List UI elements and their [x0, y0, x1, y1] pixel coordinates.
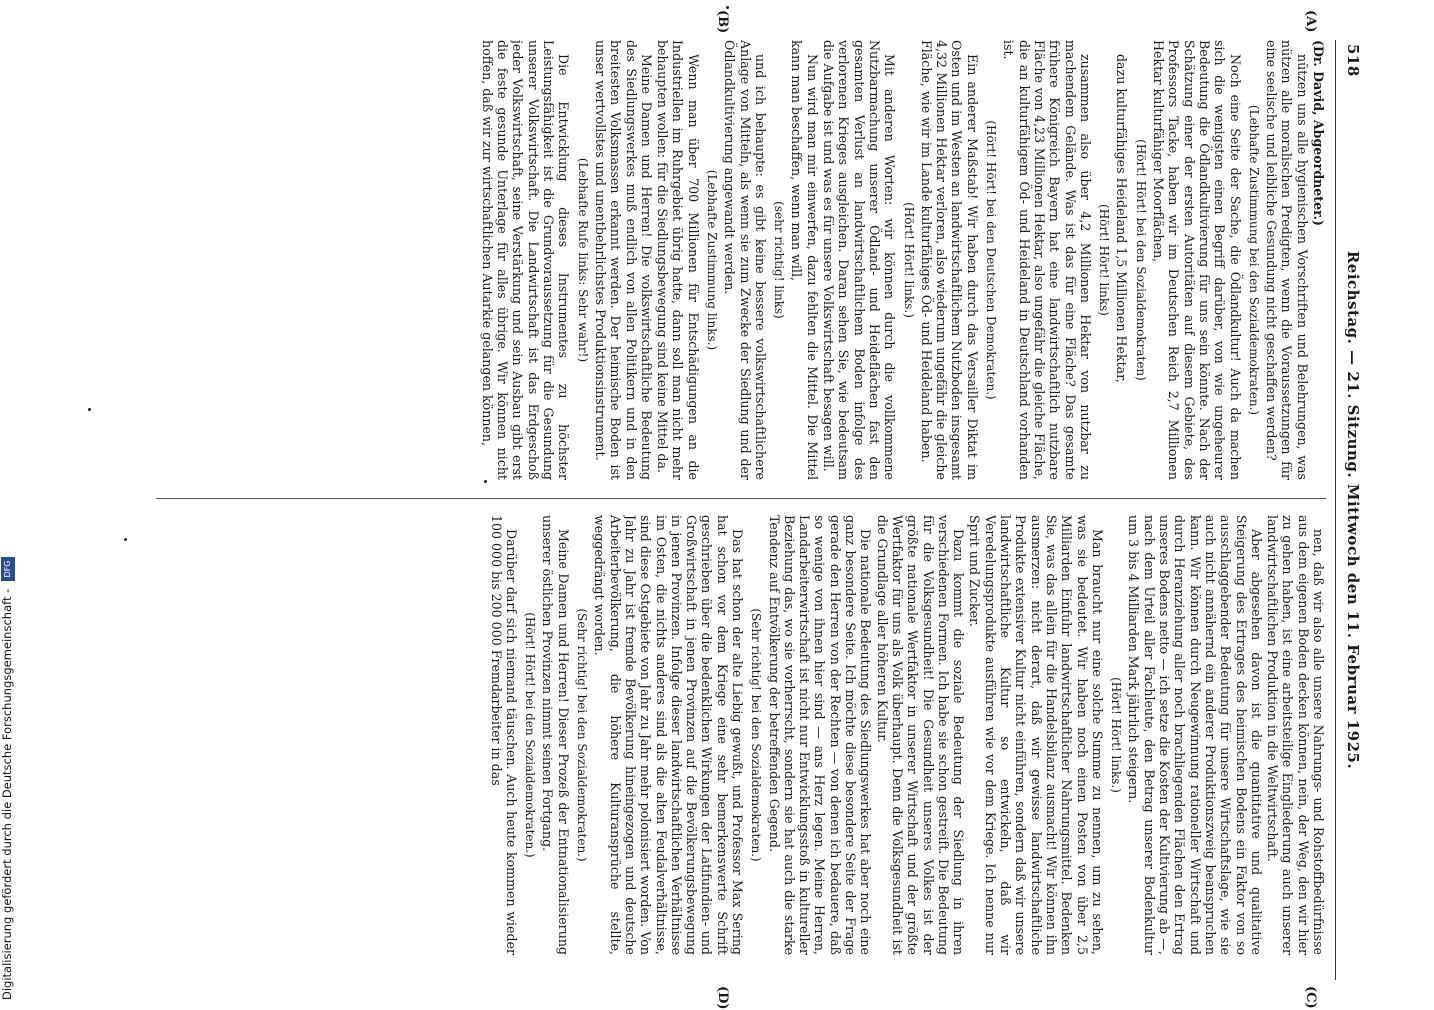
interjection: (Hört! Hört! links.) — [1109, 677, 1124, 793]
margin-mark-d: (D) — [715, 986, 730, 1010]
interjection: (sehr richtig! links) — [772, 201, 787, 319]
paragraph: dazu kulturfähiges Heideland 1,5 Millionen Hektar, — [1114, 54, 1130, 383]
paragraph: Nun wird man mir einwerfen, dazu fehlten die Mittel. Die Mittel kann man beschaffen, wenn man will, — [789, 40, 820, 480]
interjection: (Hört! Hört! bei den Sozialdemokraten) — [1133, 139, 1148, 381]
margin-mark-b: (B) — [715, 10, 730, 34]
interjection: (Sehr richtig! bei den Sozialdemokraten.) — [749, 608, 764, 862]
paragraph: nützen uns alle hygienischen Vorschriften und Belehrungen, was nützen alle moralischen Predigten, wenn die Voraussetzungen für eine seelische und leibliche Gesundung nicht geschaffen werden? — [1264, 40, 1310, 480]
interjection: (Hört! Hört! links.) — [901, 202, 916, 318]
paragraph: Ein anderer Maßstab! Wir haben durch das Versailler Diktat im Osten und im Westen an landwirtschaftlichem Nutzboden insgesamt 4,32 Millionen Hektar verloren, also wiederum ungefähr die gleiche Fläche, wie wir im Lande kulturfähiges Öd- und Heideland haben. — [918, 40, 980, 480]
interjection: (Sehr richtig! bei den Sozialdemokraten.) — [575, 608, 590, 862]
margin-mark-a: (A) — [1303, 10, 1318, 33]
paragraph: Aber abgesehen davon ist die quantitative und qualitative Steigerung des Ertrages des heimischen Bodens ein Faktor von so ausschlaggebender Bedeutung für unsere Wirtschaftslage, wie sie auch nicht annähernd ein anderer Produktionszweig beanspruchen kann. Wir können durch Neugewinnung rationeller Wirtschaft und durch Heranziehung aller noch brachliegenden Flächen den Ertrag unseres Bodens netto — ich setze die Kosten der Kultivierung ab —, nach dem Urteil aller Fachleute, den Betrag unserer Bodenkultur um 3 bis 4 Milliarden Mark jährlich steigern. — [1126, 515, 1264, 955]
interjection: (Lebhafte Rufe links: Sehr wahr!) — [575, 157, 590, 363]
scan-speck — [484, 480, 487, 483]
interjection: (Lebhafte Zustimmung bei den Sozialdemokraten.) — [1246, 104, 1261, 416]
paragraph: Meine Damen und Herren! Dieser Prozeß der Entnationalisierung unserer östlichen Provinzen nimmt seinen Fortgang. — [540, 515, 571, 955]
interjection: (Hört! Hört! links) — [1097, 204, 1112, 316]
paragraph: Darüber darf sich niemand täuschen. Auch heute kommen wieder 100 000 bis 200 000 Fremdarbeiter in das — [488, 515, 519, 955]
interjection: (Hört! Hört! bei den Sozialdemokraten.) — [523, 612, 538, 858]
scan-speck — [726, 6, 729, 9]
paragraph: Man braucht nur eine solche Summe zu nennen, um zu sehen, was sie bedeutet. Wir haben noch einen Posten von über 2,5 Milliarden Einfuhr landwirtschaftlicher Nahrungsmittel. Bedenken Sie, was das allein für die Handelsbilanz ausmacht! Wir können ihn ausmerzen: nicht derart, daß wir gewisse landwirtschaftliche Produkte extensiver Kultur nicht einführen, sondern daß wir unsere landwirtschaftliche Kultur so entwickeln, daß wir Veredelungsprodukte ausführen wie vor dem Kriege. Ich nenne nur Sprit und Zucker. — [967, 515, 1105, 955]
paragraph: Wenn man über 700 Millionen für Entschädigungen an die Industriellen im Ruhrgebiet übrig hatte, dann soll man nicht mehr behaupten wollen: für die Siedlungsbewegung sind keine Mittel da. — [655, 40, 701, 480]
paragraph: Die Entwicklung dieses Instrumentes zu höchster Leistungsfähigkeit ist die Grundvoraussetzung für die Gesundung unserer Volkswirtschaft. Die Landwirtschaft ist das Erdgeschoß jeder Volkswirtschaft, seine Verstärkung und sein Ausbau gibt erst die feste gesunde Unterlage für alles übrige. Wir können nicht hoffen, daß wir zur wirtschaftlichen Autarkie gelangen können, — [479, 40, 572, 480]
column-divider — [156, 498, 1326, 499]
paragraph: und ich behaupte: es gibt keine bessere volkswirtschaftlichere Anlage von Mitteln, als wenn sie zum Zwecke der Siedlung und der Ödlandkultivierung angewandt werden. — [722, 40, 768, 480]
page-header — [1335, 40, 1370, 980]
credit-text: Digitalisierung gefördert durch die Deutsche Forschungsgemeinschaft - — [0, 588, 14, 1000]
paragraph: Das hat schon der alte Liebig gewußt, und Professor Max Sering hat schon vor dem Kriege eine sehr bemerkenswerte Schrift geschrieben über die bedenklichen Wirkungen der Latifundien- und Großwirtschaft in jenen Provinzen auf die Bevölkerungsbewegung in jenen Provinzen. Infolge dieser landwirtschaftlichen Verhältnisse im Osten, die nichts anderes sind als die alten Feudalverhältnisse, sind diese Ostgebiete von Jahr zu Jahr mehr polonisiert worden. Von Jahr zu Jahr ist fremde Bevölkerung hineingezogen und deutsche Arbeiterbevölkerung, die höhere Kulturansprüche stellte, weggedrängt worden. — [592, 515, 746, 955]
paragraph: Dazu kommt die soziale Bedeutung der Siedlung in ihren verschiedenen Formen. Ich habe sie schon gestreift. Die Bedeutung für die Volksgesundheit! Die Gesundheit unseres Volkes ist der größte nationale Wertfaktor in unserer Wirtschaft und der größte Wertfaktor für uns als Volk überhaupt. Denn die Volksgesundheit ist die Grundlage aller höheren Kultur. — [874, 515, 967, 955]
scan-speck — [124, 538, 127, 541]
speaker-heading: (Dr. David, Abgeordneter.) — [1311, 40, 1326, 226]
paragraph: Meine Damen und Herren! Die volkswirtschaftliche Bedeutung des Siedlungswerkes muß endlich von allen Politikern und in den breitesten Volksmassen erkannt werden. Der heimische Boden ist unser wertvollstes und unentbehrlichstes Produktionsinstrument. — [592, 40, 654, 480]
scan-speck — [88, 408, 91, 411]
page-title: Reichstag. — 21. Sitzung. Mittwoch den 11. Februar 1925. — [1344, 250, 1362, 770]
right-text-column — [146, 515, 1326, 955]
paragraph: zusammen also über 4,2 Millionen Hektar von nutzbar zu machendem Gelände. Was ist das für eine Fläche? Das gesamte frühere Königreich Bayern hat eine landwirtschaftlich nutzbare Fläche von 4,23 Millionen Hektar, also ungefähr die gleiche Fläche, die an kulturfähigem Öd- und Heideland in Deutschland vorhanden ist. — [1001, 40, 1093, 480]
dfg-logo: DFG — [1, 557, 15, 581]
paragraph: nen, daß wir also alle unsere Nahrungs- und Rohstoffbedürfnisse aus dem eigenen Boden decken können, nein, der Weg, den wir hier zu gehen haben, ist eine arbeitsteilige Eingliederung auch unserer landwirtschaftlichen Produktion in die Weltwirtschaft. — [1265, 515, 1326, 955]
paragraph: Die nationale Bedeutung des Siedlungswerkes hat aber noch eine ganz besondere Seite. Ich möchte diese besondere Seite der Frage gerade den Herren von der Rechten — von denen ich bedauere, daß so wenige von ihnen hier sind — ans Herz legen. Meine Herren, Landarbeiterwirtschaft ist nicht nur Entwicklungsstoß in kultureller Beziehung das, wo sie vorherrscht, sondern sie hat auch die starke Tendenz auf Entvölkerung der betreffenden Gegend. — [766, 515, 874, 955]
document-page — [140, 10, 1370, 1010]
interjection: (Lebhafte Zustimmung links.) — [705, 169, 720, 351]
paragraph: Noch eine Seite der Sache, die Ödlandkultur! Auch da machen sich die wenigsten einen Begriff darüber, von wie ungeheurer Bedeutung die Ödlandkultivierung für uns sein könnte. Nach der Schätzung einer der ersten Autoritäten auf diesem Gebiete, des Professors Tacke, haben wir im Deutschen Reich 2,7 Millionen Hektar kulturfähiger Moorflächen, — [1151, 40, 1243, 480]
paragraph: Mit anderen Worten: wir können durch die vollkommene Nutzbarmachung unserer Ödland- und Heideflächen fast den gesamten Verlust an landwirtschaftlichem Boden infolge des verlorenen Krieges ausgleichen. Daran sehen Sie, wie bedeutsam die Aufgabe ist und was es für unsere Volkswirtschaft besagen will. — [821, 40, 898, 480]
interjection: (Hört! Hört! bei den Deutschen Demokraten.) — [984, 120, 999, 400]
margin-mark-c: (C) — [1303, 986, 1318, 1009]
left-text-column — [146, 40, 1326, 480]
digitization-credit — [0, 557, 15, 1000]
page-number: 518 — [1344, 44, 1362, 77]
